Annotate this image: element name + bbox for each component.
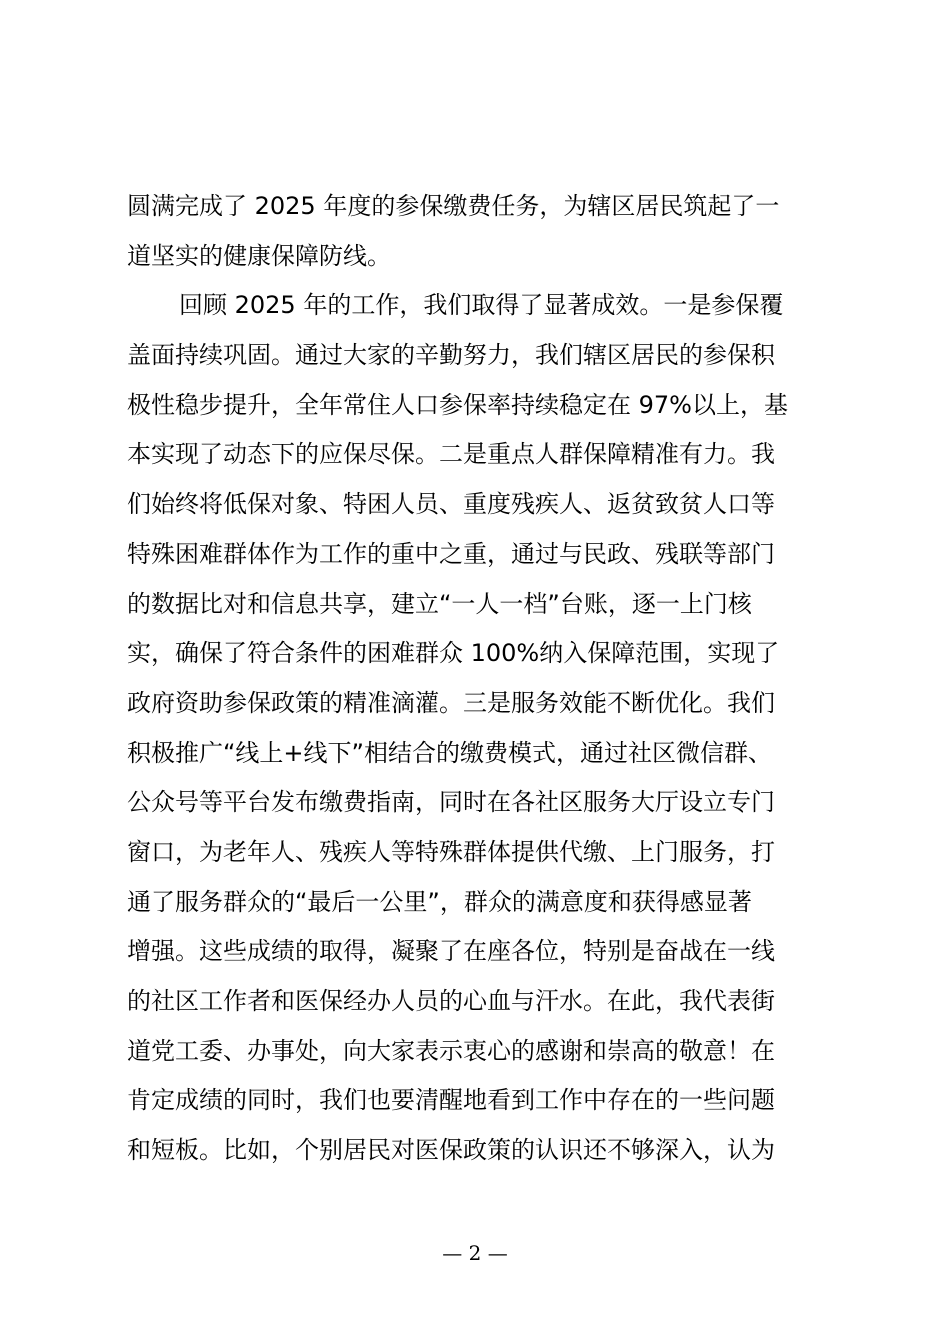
text-line: 公众号等平台发布缴费指南，同时在各社区服务大厅设立专门: [127, 788, 775, 817]
page-number: — 2 —: [442, 1241, 508, 1265]
text-line: 道党工委、办事处，向大家表示衷心的感谢和崇高的敬意！在: [127, 1036, 775, 1065]
text-line: 极性稳步提升，全年常住人口参保率持续稳定在 97%以上，基: [127, 390, 788, 419]
text-line: 本实现了动态下的应保尽保。二是重点人群保障精准有力。我: [127, 440, 775, 469]
text-line: 窗口，为老年人、残疾人等特殊群体提供代缴、上门服务，打: [127, 837, 775, 866]
text-line: 的数据比对和信息共享，建立“一人一档”台账，逐一上门核: [127, 589, 752, 618]
text-line: 的社区工作者和医保经办人员的心血与汗水。在此，我代表街: [127, 987, 775, 1015]
text-line: 积极推广“线上+线下”相结合的缴费模式，通过社区微信群、: [127, 738, 772, 767]
text-line: 肯定成绩的同时，我们也要清醒地看到工作中存在的一些问题: [127, 1086, 775, 1115]
text-line: 和短板。比如，个别居民对医保政策的认识还不够深入，认为: [127, 1136, 775, 1165]
text-line: 盖面持续巩固。通过大家的辛勤努力，我们辖区居民的参保积: [127, 341, 775, 370]
text-line: 增强。这些成绩的取得，凝聚了在座各位，特别是奋战在一线: [127, 937, 775, 966]
text-line: 通了服务群众的“最后一公里”，群众的满意度和获得感显著: [127, 887, 752, 916]
body-text: [127, 182, 847, 1176]
text-line: 政府资助参保政策的精准滴灌。三是服务效能不断优化。我们: [127, 688, 775, 717]
text-line: 特殊困难群体作为工作的重中之重，通过与民政、残联等部门: [127, 539, 775, 568]
text-line: 实，确保了符合条件的困难群众 100%纳入保障范围，实现了: [127, 639, 780, 668]
text-line: 道坚实的健康保障防线。: [127, 241, 391, 270]
text-line: 们始终将低保对象、特困人员、重度残疾人、返贫致贫人口等: [127, 490, 775, 519]
paragraph-first-line: 回顾 2025 年的工作，我们取得了显著成效。一是参保覆: [179, 291, 784, 320]
text-line: 圆满完成了 2025 年度的参保缴费任务，为辖区居民筑起了一: [127, 192, 780, 220]
